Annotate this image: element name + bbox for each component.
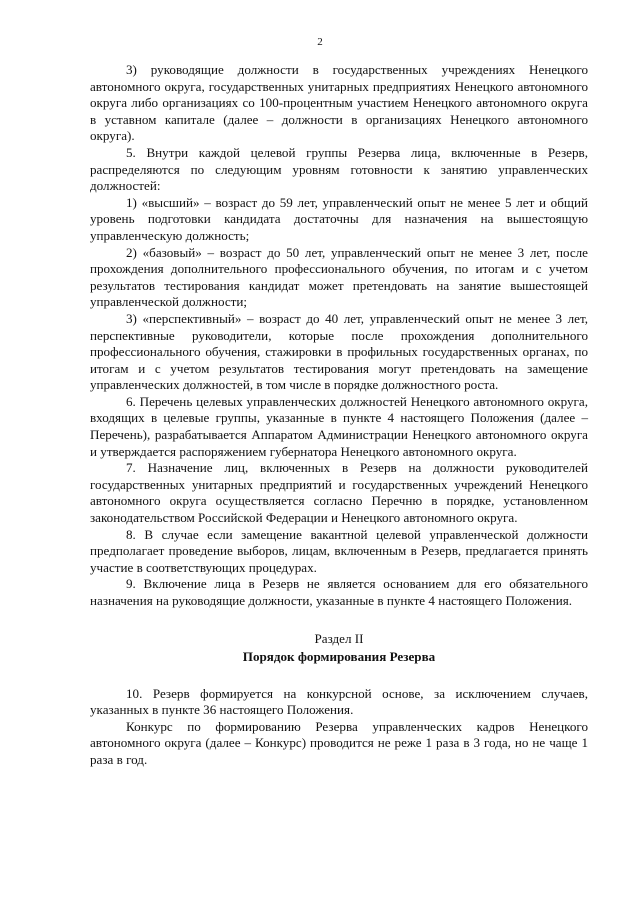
document-body [90, 62, 588, 769]
paragraph-level-highest: 1) «высший» – возраст до 59 лет, управленческий опыт не менее 5 лет и общий уровень подготовки кандидата достаточны для назначения на вышестоящую управленческую должность; [90, 194, 588, 243]
paragraph-10: 10. Резерв формируется на конкурсной основе, за исключением случаев, указанных в пункте 36 настоящего Положения. [90, 685, 588, 718]
paragraph-item-3: 3) руководящие должности в государственных учреждениях Ненецкого автономного округа, государственных унитарных предприятиях Ненецкого автономного округа либо организациях со 100-процентным участием Ненецкого автономного округа в уставном капитале (далее – должности в организациях Ненецкого автономного округа). [90, 62, 588, 144]
paragraph-level-basic: 2) «базовый» – возраст до 50 лет, управленческий опыт не менее 3 лет, после прохождения дополнительного профессионального обучения, по итогам и с учетом результатов тестирования кандидат может претендовать на занятие вышестоящей управленческой должности; [90, 244, 588, 310]
page-number: 2 [317, 36, 323, 48]
paragraph-9: 9. Включение лица в Резерв не является основанием для его обязательного назначения на руководящие должности, указанные в пункте 4 настоящего Положения. [90, 576, 588, 608]
section-label: Раздел II [314, 630, 364, 646]
paragraph-8: 8. В случае если замещение вакантной целевой управленческой должности предполагает проведение выборов, лицам, включенным в Резерв, предлагается принять участие в соответствующих процедурах. [90, 526, 588, 575]
paragraph-contest: Конкурс по формированию Резерва управленческих кадров Ненецкого автономного округа (далее – Конкурс) проводится не реже 1 раза в 3 года, но не чаще 1 раза в год. [90, 718, 588, 767]
section-heading [90, 630, 588, 666]
section-title: Порядок формирования Резерва [242, 648, 436, 664]
paragraph-6: 6. Перечень целевых управленческих должностей Ненецкого автономного округа, входящих в целевые группы, указанные в пункте 4 настоящего Положения (далее – Перечень), разрабатывается Аппаратом Администрации Ненецкого автономного округа и утверждается распоряжением губернатора Ненецкого автономного округа. [90, 393, 588, 459]
paragraph-level-perspective: 3) «перспективный» – возраст до 40 лет, управленческий опыт не менее 3 лет, перспективные руководители, которые после прохождения дополнительного профессионального обучения, стажировки в профильных государственных органах, по итогам и с учетом результатов тестирования могут претендовать на замещение управленческих должностей, в том числе в порядке должностного роста. [90, 310, 588, 393]
paragraph-7: 7. Назначение лиц, включенных в Резерв на должности руководителей государственных унитарных предприятий и государственных учреждений Ненецкого автономного округа осуществляется согласно Перечню в порядке, установленном законодательством Российской Федерации и Ненецкого автономного округа. [90, 460, 588, 526]
paragraph-5: 5. Внутри каждой целевой группы Резерва лица, включенные в Резерв, распределяются по следующим уровням готовности к занятию управленческих должностей: [90, 144, 588, 194]
